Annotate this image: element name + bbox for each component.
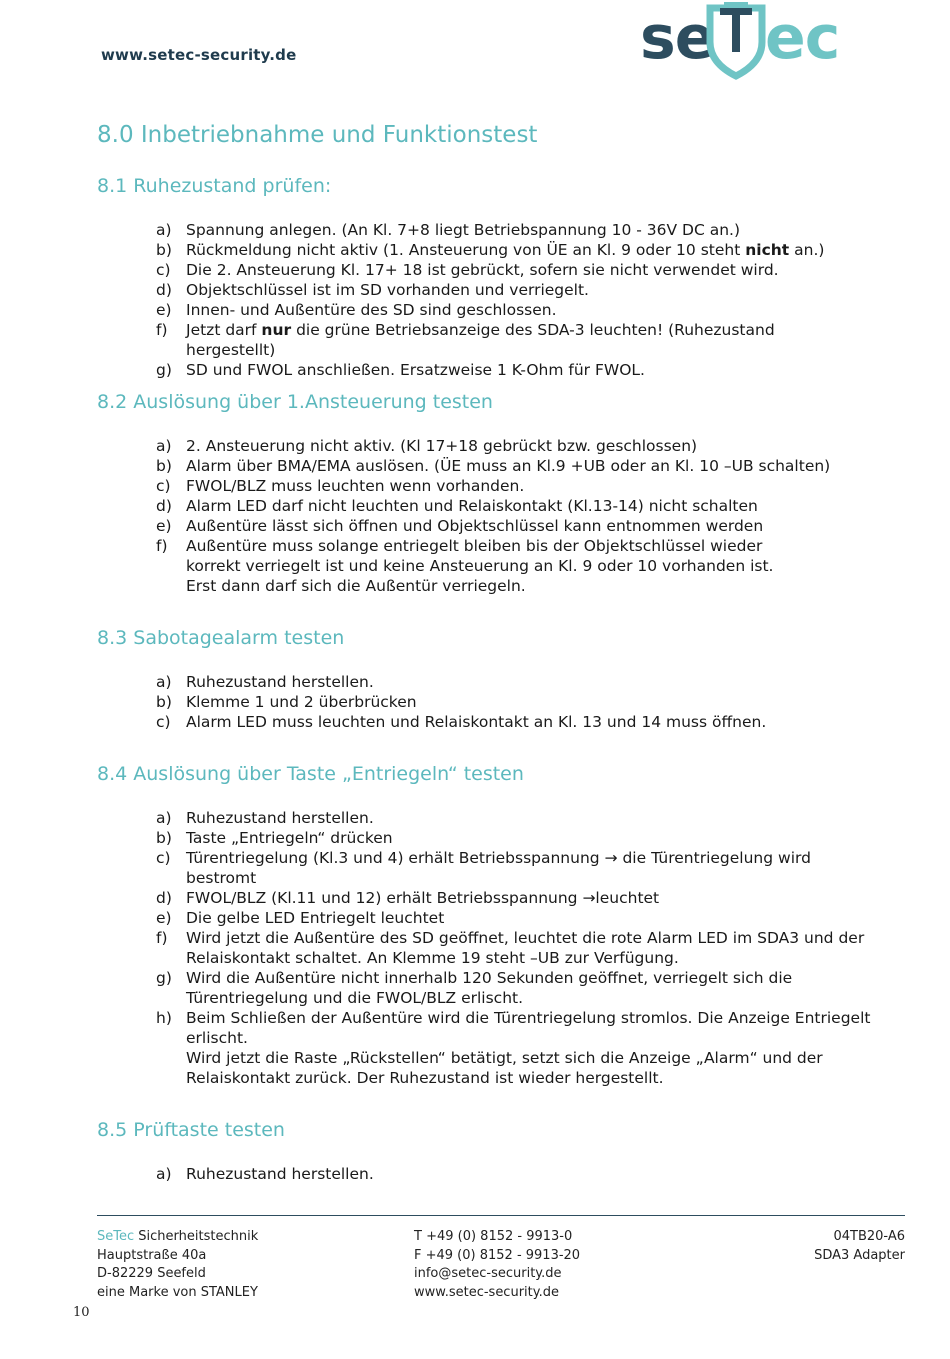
list-item — [156, 1164, 856, 1184]
footer-address — [97, 1228, 258, 1302]
footer-brand: SeTec — [97, 1229, 135, 1244]
list-item — [156, 1008, 876, 1088]
footer-email[interactable]: info@setec-security.de — [414, 1266, 562, 1281]
section-heading-8-1: 8.1 Ruhezustand prüfen: — [97, 175, 332, 197]
footer-divider — [97, 1215, 905, 1216]
section-heading-8-5: 8.5 Prüftaste testen — [97, 1119, 285, 1141]
list-item — [156, 220, 856, 240]
item-label: d) — [156, 889, 172, 907]
section-list-8-1 — [156, 220, 856, 380]
item-text: FWOL/BLZ (Kl.11 und 12) erhält Betriebsspannung →leuchtet — [186, 889, 660, 907]
footer-phone: T +49 (0) 8152 - 9913-0 — [414, 1229, 573, 1244]
item-text: Rückmeldung nicht aktiv (1. Ansteuerung von ÜE an Kl. 9 oder 10 steht — [186, 241, 746, 259]
item-text: Klemme 1 und 2 überbrücken — [186, 693, 417, 711]
footer-city: D-82229 Seefeld — [97, 1266, 206, 1281]
list-item — [156, 240, 856, 260]
item-text-extra: Erst dann darf sich die Außentür verriegeln. — [186, 577, 526, 595]
item-text: Die gelbe LED Entriegelt leuchtet — [186, 909, 445, 927]
section-list-8-2 — [156, 436, 856, 596]
list-item — [156, 968, 816, 1008]
logo-text-left: se — [640, 3, 715, 73]
list-item — [156, 828, 856, 848]
footer-brand-note: eine Marke von STANLEY — [97, 1284, 258, 1300]
list-item — [156, 712, 856, 732]
item-text: Spannung anlegen. (An Kl. 7+8 liegt Betriebspannung 10 - 36V DC an.) — [186, 221, 740, 239]
item-text: Objektschlüssel ist im SD vorhanden und verriegelt. — [186, 281, 589, 299]
list-item — [156, 360, 856, 380]
item-label: f) — [156, 321, 168, 339]
item-text: Türentriegelung (Kl.3 und 4) erhält Betriebsspannung → die Türentriegelung wird bestromt — [186, 849, 811, 887]
item-text: Alarm über BMA/EMA auslösen. (ÜE muss an Kl.9 +UB oder an Kl. 10 –UB schalten) — [186, 457, 831, 475]
page-number: 10 — [73, 1305, 90, 1320]
setec-logo — [640, 2, 855, 82]
list-item — [156, 456, 856, 476]
section-list-8-5 — [156, 1164, 856, 1184]
item-label: g) — [156, 969, 172, 987]
list-item — [156, 536, 796, 596]
item-text: Jetzt darf — [186, 321, 262, 339]
item-label: c) — [156, 477, 171, 495]
item-label: e) — [156, 909, 172, 927]
item-label: b) — [156, 829, 172, 847]
item-label: a) — [156, 673, 172, 691]
item-text-extra: Wird jetzt die Raste „Rückstellen“ betätigt, setzt sich die Anzeige „Alarm“ und der Relaiskontakt zurück. Der Ruhezustand ist wieder hergestellt. — [186, 1049, 823, 1087]
item-label: c) — [156, 261, 171, 279]
list-item — [156, 516, 856, 536]
item-label: g) — [156, 361, 172, 379]
item-label: b) — [156, 693, 172, 711]
list-item — [156, 280, 856, 300]
section-list-8-3 — [156, 672, 856, 732]
item-label: d) — [156, 497, 172, 515]
item-label: f) — [156, 537, 168, 555]
list-item — [156, 808, 856, 828]
list-item — [156, 928, 866, 968]
list-item — [156, 908, 856, 928]
item-text: 2. Ansteuerung nicht aktiv. (Kl 17+18 gebrückt bzw. geschlossen) — [186, 437, 698, 455]
list-item — [156, 300, 856, 320]
item-text: SD und FWOL anschließen. Ersatzweise 1 K-Ohm für FWOL. — [186, 361, 645, 379]
item-label: a) — [156, 809, 172, 827]
section-list-8-4 — [156, 808, 871, 1088]
item-text: Taste „Entriegeln“ drücken — [186, 829, 393, 847]
footer-product: SDA3 Adapter — [814, 1247, 905, 1263]
item-text: Ruhezustand herstellen. — [186, 673, 374, 691]
item-text: Wird die Außentüre nicht innerhalb 120 Sekunden geöffnet, verriegelt sich die Türentriegelung und die FWOL/BLZ erlischt. — [186, 969, 793, 1007]
item-text-bold: nicht — [745, 241, 790, 259]
section-heading-8-4: 8.4 Auslösung über Taste „Entriegeln“ testen — [97, 763, 524, 785]
item-text-bold: nur — [261, 321, 292, 339]
item-text: Alarm LED muss leuchten und Relaiskontakt an Kl. 13 und 14 muss öffnen. — [186, 713, 767, 731]
list-item — [156, 496, 856, 516]
list-item — [156, 436, 856, 456]
item-label: h) — [156, 1009, 172, 1027]
shield-logo-icon — [706, 2, 766, 80]
item-text: FWOL/BLZ muss leuchten wenn vorhanden. — [186, 477, 525, 495]
item-label: c) — [156, 849, 171, 867]
footer-doc-info — [814, 1228, 905, 1265]
footer-contact — [414, 1228, 580, 1302]
section-heading-8-3: 8.3 Sabotagealarm testen — [97, 627, 345, 649]
list-item — [156, 848, 816, 888]
item-text: an.) — [789, 241, 825, 259]
item-text: Innen- und Außentüre des SD sind geschlossen. — [186, 301, 557, 319]
item-label: b) — [156, 457, 172, 475]
footer-company-rest: Sicherheitstechnik — [134, 1229, 259, 1244]
header-website: www.setec-security.de — [101, 46, 297, 64]
section-heading-8-2: 8.2 Auslösung über 1.Ansteuerung testen — [97, 391, 493, 413]
item-label: d) — [156, 281, 172, 299]
footer-fax: F +49 (0) 8152 - 9913-20 — [414, 1247, 581, 1263]
list-item — [156, 888, 856, 908]
item-text: Außentüre lässt sich öffnen und Objektschlüssel kann entnommen werden — [186, 517, 764, 535]
list-item — [156, 672, 856, 692]
item-text: Außentüre muss solange entriegelt bleiben bis der Objektschlüssel wieder korrekt verriegelt ist und keine Ansteuerung an Kl. 9 oder 10 vorhanden ist. — [186, 537, 774, 575]
item-text: Ruhezustand herstellen. — [186, 1165, 374, 1183]
item-label: a) — [156, 437, 172, 455]
item-label: c) — [156, 713, 171, 731]
item-label: a) — [156, 221, 172, 239]
list-item — [156, 692, 856, 712]
item-text: Wird jetzt die Außentüre des SD geöffnet, leuchtet die rote Alarm LED im SDA3 und der Relaiskontakt schaltet. An Klemme 19 steht –UB zur Verfügung. — [186, 929, 865, 967]
page-title: 8.0 Inbetriebnahme und Funktionstest — [97, 122, 538, 148]
item-text: Alarm LED darf nicht leuchten und Relaiskontakt (Kl.13-14) nicht schalten — [186, 497, 758, 515]
logo-text-right: ec — [765, 3, 840, 73]
list-item — [156, 320, 856, 360]
list-item — [156, 476, 856, 496]
item-label: e) — [156, 517, 172, 535]
item-label: f) — [156, 929, 168, 947]
footer-doc-id: 04TB20-A6 — [833, 1229, 905, 1244]
item-text: Beim Schließen der Außentüre wird die Türentriegelung stromlos. Die Anzeige Entriegelt erlischt. — [186, 1009, 871, 1047]
footer-street: Hauptstraße 40a — [97, 1247, 207, 1263]
item-label: b) — [156, 241, 172, 259]
item-label: a) — [156, 1165, 172, 1183]
footer-company — [97, 1228, 258, 1247]
item-text: Ruhezustand herstellen. — [186, 809, 374, 827]
list-item — [156, 260, 856, 280]
item-text: die grüne Betriebsanzeige des SDA-3 leuchten! (Ruhezustand hergestellt) — [186, 321, 775, 359]
item-label: e) — [156, 301, 172, 319]
item-text: Die 2. Ansteuerung Kl. 17+ 18 ist gebrückt, sofern sie nicht verwendet wird. — [186, 261, 779, 279]
footer-web[interactable]: www.setec-security.de — [414, 1284, 559, 1300]
